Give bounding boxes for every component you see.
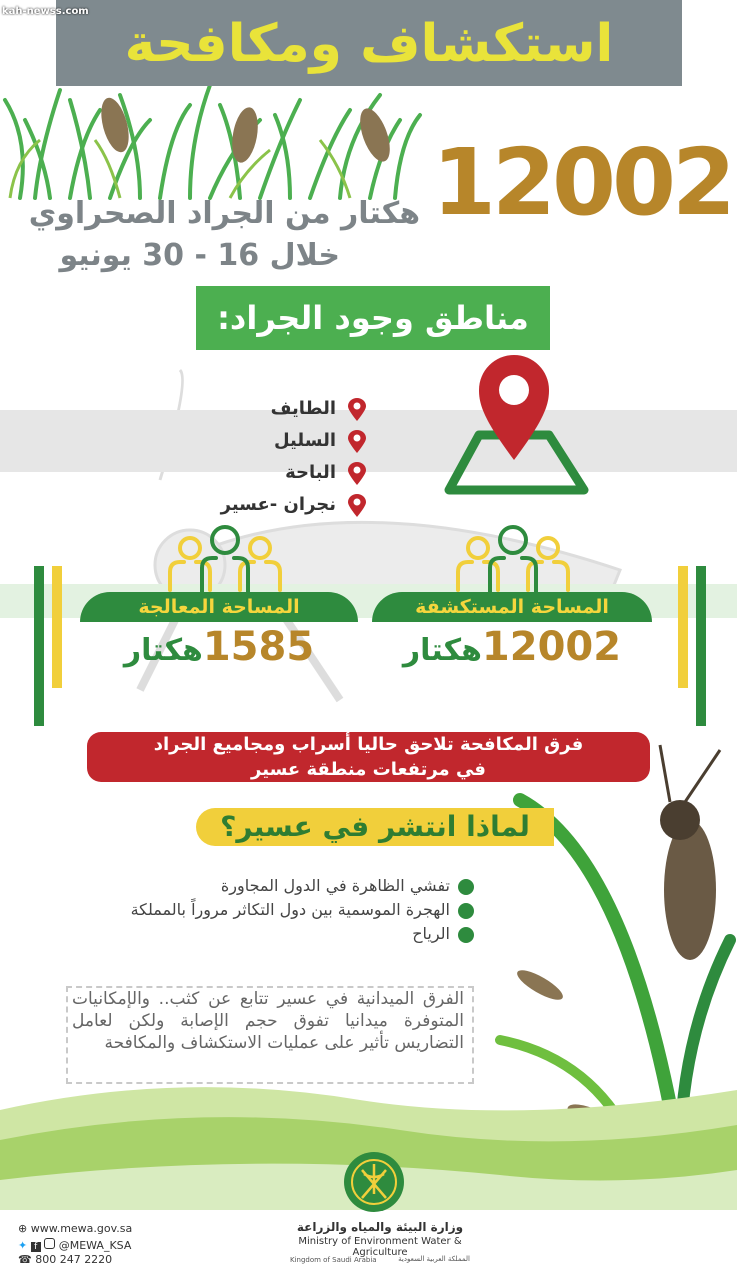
people-group-icon xyxy=(438,522,588,594)
hero-line1: هكتار من الجراد الصحراوي xyxy=(28,196,420,231)
grass-illustration xyxy=(0,80,430,200)
location-pin-icon xyxy=(346,494,368,518)
left-dark-bar xyxy=(34,566,44,726)
reason-1: تفشي الظاهرة في الدول المجاورة xyxy=(220,876,450,895)
phone-line[interactable] xyxy=(18,1253,112,1266)
reason-2: الهجرة الموسمية بين دول التكاثر مروراً بالمملكة xyxy=(130,900,450,919)
location-item-4: نجران -عسير xyxy=(220,494,336,515)
why-heading: لماذا انتشر في عسير؟ xyxy=(220,810,530,843)
website-text[interactable]: www.mewa.gov.sa xyxy=(30,1222,133,1235)
right-yellow-bar xyxy=(678,566,688,688)
treated-number: 1585 xyxy=(202,624,315,670)
watermark: kah-newss.com xyxy=(2,6,89,17)
treated-value xyxy=(80,624,358,670)
phone-number[interactable]: 800 247 2220 xyxy=(35,1253,113,1266)
facebook-icon[interactable]: f xyxy=(31,1242,41,1252)
note-text: الفرق الميدانية في عسير تتابع عن كثب.. والإمكانيات المتوفرة ميدانيا تفوق حجم الإصابة ولكن لعامل التضاريس تأثير على عمليات الاستكشاف والمكافحة xyxy=(72,989,464,1053)
gray-stripe xyxy=(0,410,737,472)
alert-line1: فرق المكافحة تلاحق حاليا أسراب ومجاميع الجراد xyxy=(153,734,584,755)
location-pin-icon xyxy=(346,398,368,422)
web-icon: ⊕ xyxy=(18,1222,28,1235)
bullet-icon xyxy=(458,927,474,943)
locations-heading: مناطق وجود الجراد: xyxy=(217,299,529,337)
kingdom-ar: المملكة العربية السعودية xyxy=(398,1255,470,1263)
explored-value xyxy=(372,624,652,670)
explored-unit: هكتار xyxy=(402,633,482,668)
social-handle[interactable]: @MEWA_KSA xyxy=(58,1239,132,1252)
location-pin-icon xyxy=(346,462,368,486)
bullet-icon xyxy=(458,879,474,895)
website-line[interactable] xyxy=(18,1222,132,1235)
instagram-icon[interactable] xyxy=(44,1238,55,1249)
phone-icon: ☎ xyxy=(18,1253,32,1266)
explored-number: 12002 xyxy=(481,624,622,670)
location-item-1: الطايف xyxy=(270,398,336,419)
bullet-icon xyxy=(458,903,474,919)
kingdom-en: Kingdom of Saudi Arabia xyxy=(290,1256,377,1264)
hero-number: 12002 xyxy=(432,129,733,236)
reason-3: الرياح xyxy=(412,924,450,943)
ministry-name-ar: وزارة البيئة والمياه والزراعة xyxy=(296,1220,464,1234)
right-dark-bar xyxy=(696,566,706,726)
map-icon xyxy=(424,350,604,500)
alert-line2: في مرتفعات منطقة عسير xyxy=(251,759,486,780)
location-item-3: الباحة xyxy=(285,462,336,483)
twitter-icon[interactable]: ✦ xyxy=(18,1239,28,1252)
location-item-2: السليل xyxy=(273,430,336,451)
left-yellow-bar xyxy=(52,566,62,688)
people-group-icon xyxy=(150,522,300,594)
treated-unit: هكتار xyxy=(123,633,203,668)
ministry-name-en: Ministry of Environment Water & Agriculture xyxy=(298,1236,462,1258)
page-title: استكشاف ومكافحة xyxy=(124,14,614,74)
location-pin-icon xyxy=(346,430,368,454)
treated-label: المساحة المعالجة xyxy=(138,596,300,618)
ministry-emblem-icon xyxy=(342,1150,406,1214)
hero-line2: خلال 16 - 30 يونيو xyxy=(59,238,340,273)
social-line[interactable] xyxy=(18,1238,131,1252)
explored-label: المساحة المستكشفة xyxy=(415,596,609,618)
